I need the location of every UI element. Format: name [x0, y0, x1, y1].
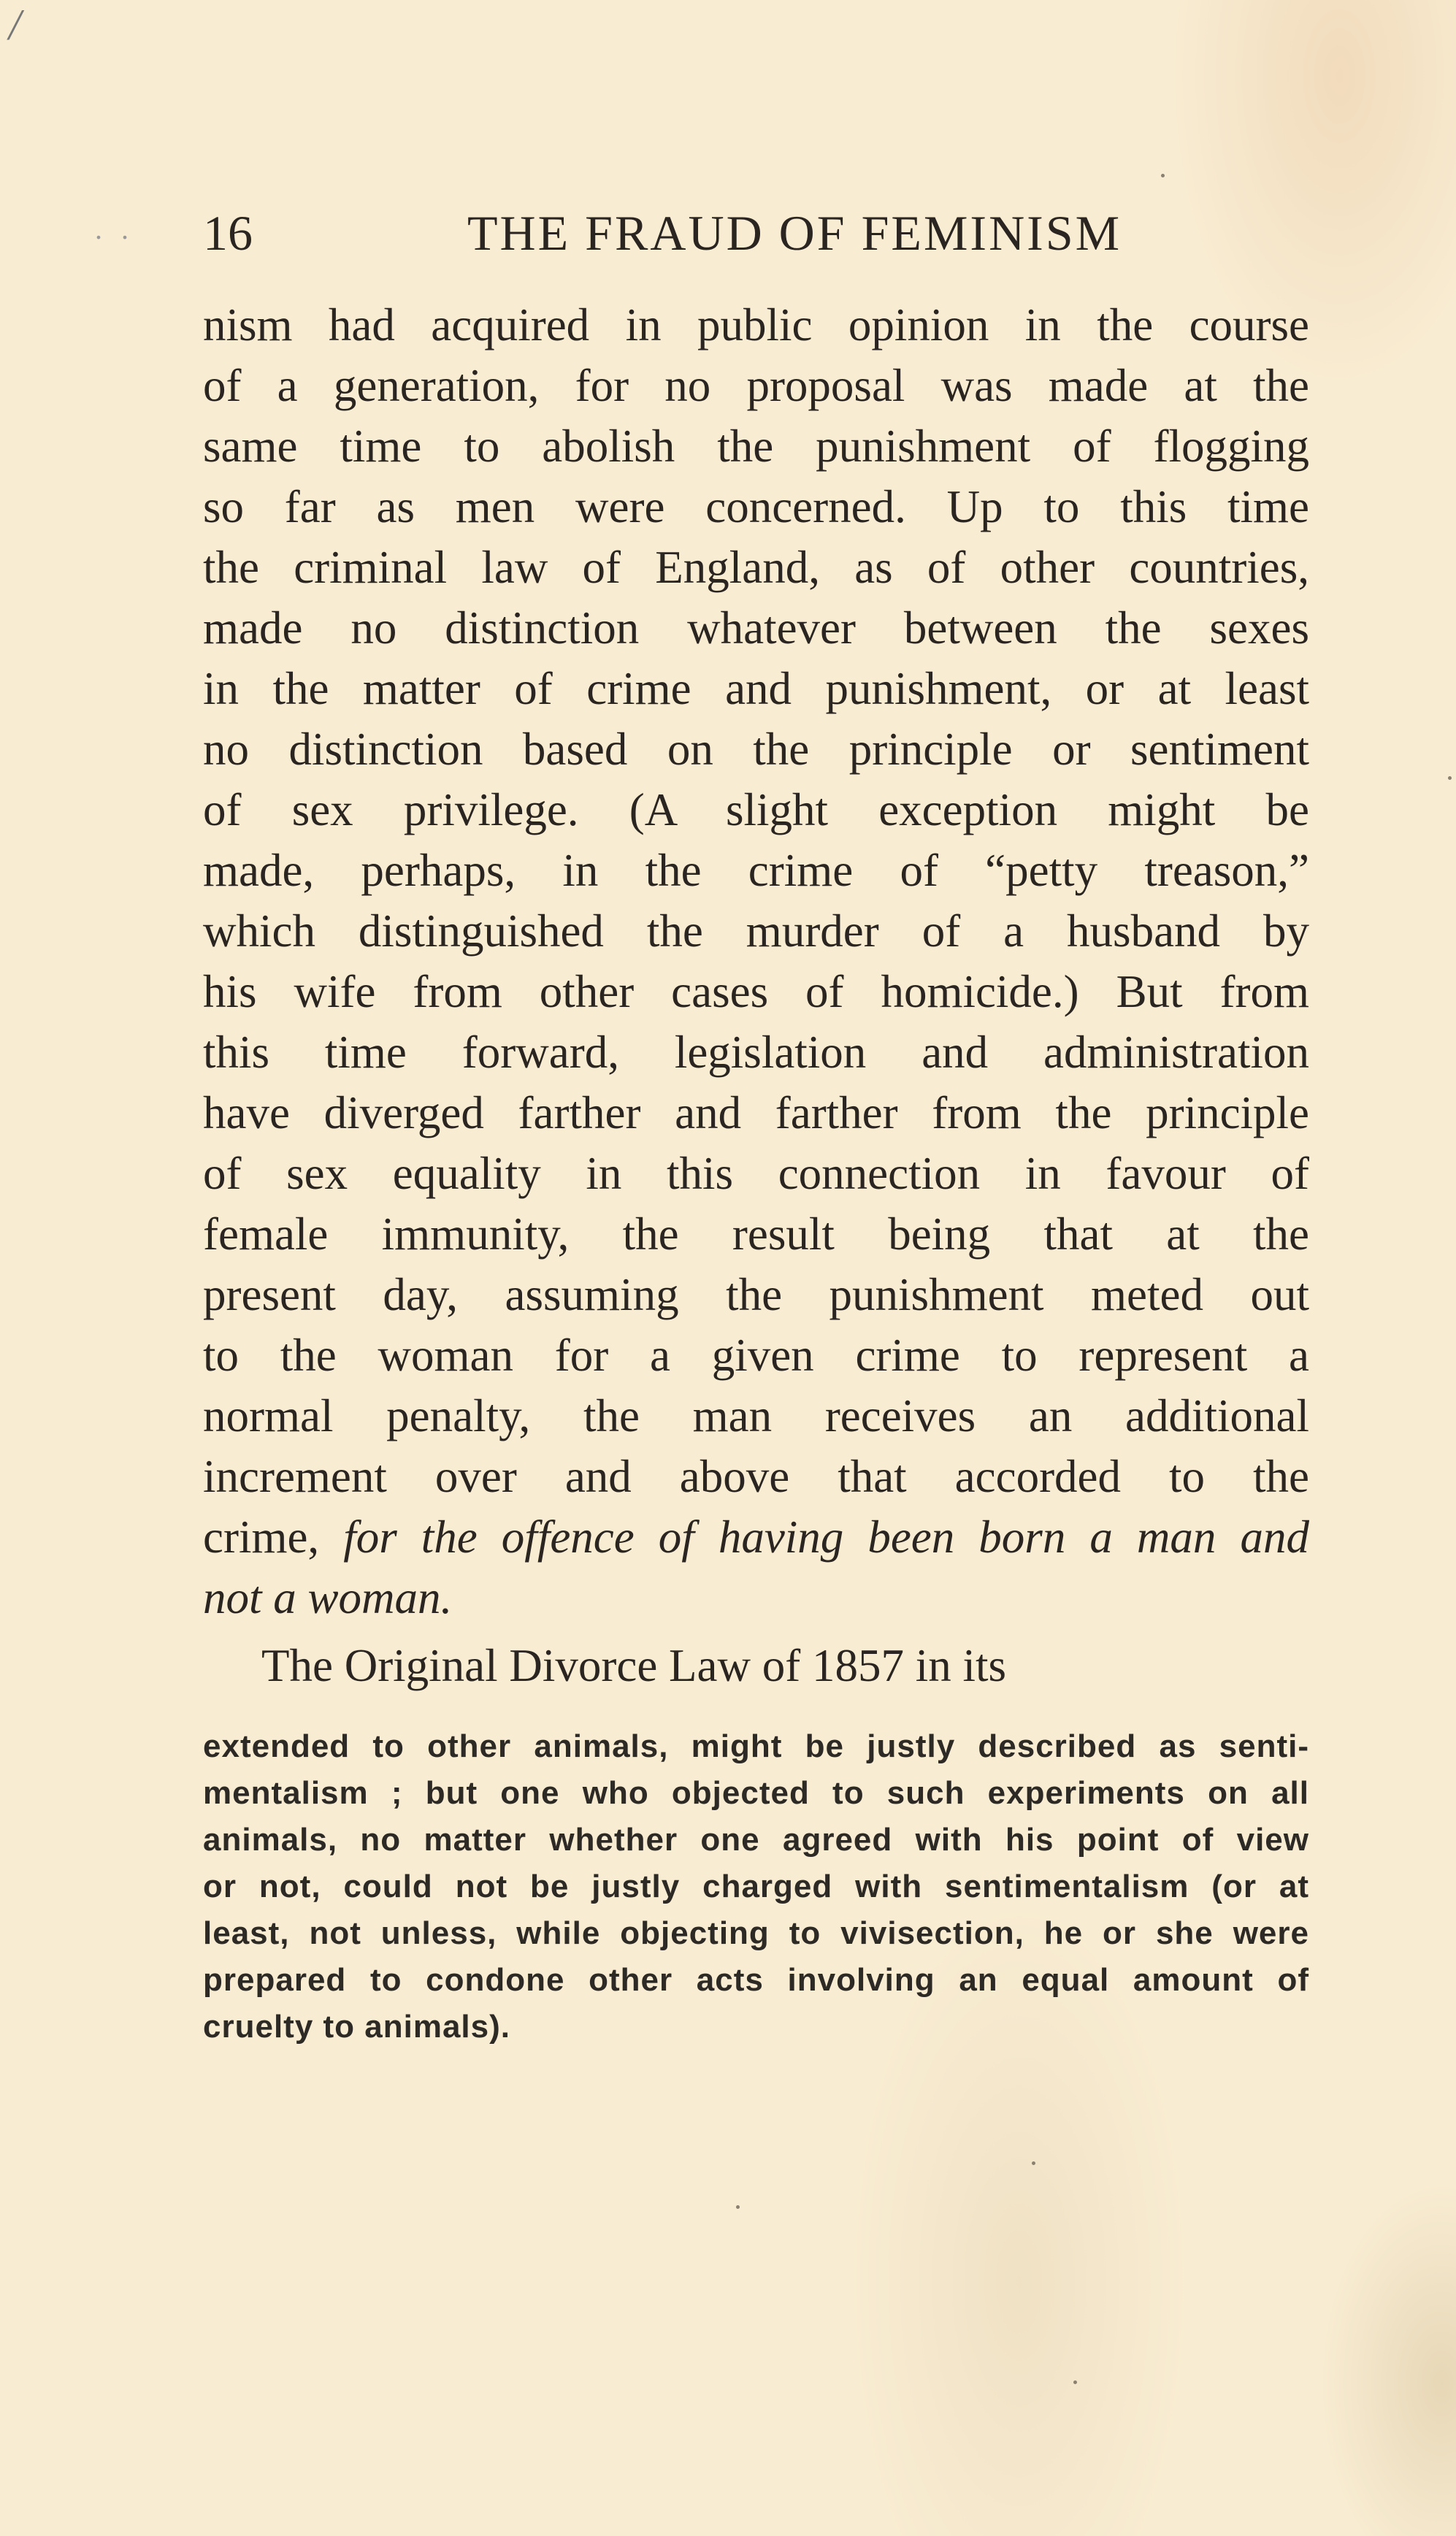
paper-speck — [1448, 776, 1452, 780]
text-line: made, perhaps, in the crime of “petty treason,” — [203, 845, 1309, 896]
paper-speck — [1161, 174, 1165, 177]
text-line: have diverged farther and farther from the principle — [203, 1087, 1309, 1138]
text-line-mixed — [203, 1507, 1309, 1568]
footnote-line: extended to other animals, might be justly described as senti- — [203, 1728, 1309, 1764]
text-line: so far as men were concerned. Up to this time — [203, 481, 1309, 532]
text-line: which distinguished the murder of a husband by — [203, 905, 1309, 957]
paper-speck — [736, 2205, 740, 2209]
paper-speck — [1032, 2161, 1035, 2165]
text-line: no distinction based on the principle or sentiment — [203, 724, 1309, 775]
text-line: the criminal law of England, as of other countries, — [203, 542, 1309, 593]
text-line: increment over and above that accorded to the — [203, 1451, 1309, 1502]
corner-pencil-mark: / — [9, 1, 21, 49]
page-number: 16 — [203, 205, 253, 261]
running-title: THE FRAUD OF FEMINISM — [467, 205, 1122, 261]
footnote-line: animals, no matter whether one agreed with his point of view — [203, 1822, 1309, 1858]
second-paragraph — [203, 1636, 1309, 1696]
text-line: of sex equality in this connection in favour of — [203, 1148, 1309, 1199]
roman-text: crime, — [203, 1512, 344, 1563]
header-dots: . . — [95, 212, 134, 245]
text-line: his wife from other cases of homicide.) But from — [203, 966, 1309, 1017]
text-line: normal penalty, the man receives an additional — [203, 1390, 1309, 1441]
text-line: nism had acquired in public opinion in the course — [203, 299, 1309, 350]
italic-emphasis-end: not a woman. — [203, 1572, 453, 1623]
footnote-line: mentalism ; but one who objected to such experiments on all — [203, 1775, 1309, 1811]
text-line: to the woman for a given crime to represent a — [203, 1330, 1309, 1381]
text-line: made no distinction whatever between the sexes — [203, 602, 1309, 654]
footnote-line: least, not unless, while objecting to vivisection, he or she were — [203, 1915, 1309, 1951]
page-header — [95, 204, 1322, 270]
footnote-line: prepared to condone other acts involving an equal amount of — [203, 1962, 1309, 1998]
italic-emphasis: for the offence of having been born a man and — [343, 1512, 1309, 1563]
text-line: this time forward, legislation and administration — [203, 1027, 1309, 1078]
text-line: The Original Divorce Law of 1857 in its — [261, 1640, 1006, 1691]
footnote-line: or not, could not be justly charged with sentimentalism (or at — [203, 1869, 1309, 1904]
text-line: same time to abolish the punishment of flogging — [203, 421, 1309, 472]
text-line: present day, assuming the punishment meted out — [203, 1269, 1309, 1320]
footnote — [203, 1723, 1309, 2050]
text-line: of sex privilege. (A slight exception might be — [203, 784, 1309, 835]
paper-speck — [1073, 2380, 1077, 2384]
footnote-line: cruelty to animals). — [203, 2009, 511, 2045]
text-line: female immunity, the result being that at the — [203, 1208, 1309, 1260]
text-line: in the matter of crime and punishment, or at least — [203, 663, 1309, 714]
main-paragraph — [203, 295, 1309, 1628]
text-line: of a generation, for no proposal was made at the — [203, 360, 1309, 411]
